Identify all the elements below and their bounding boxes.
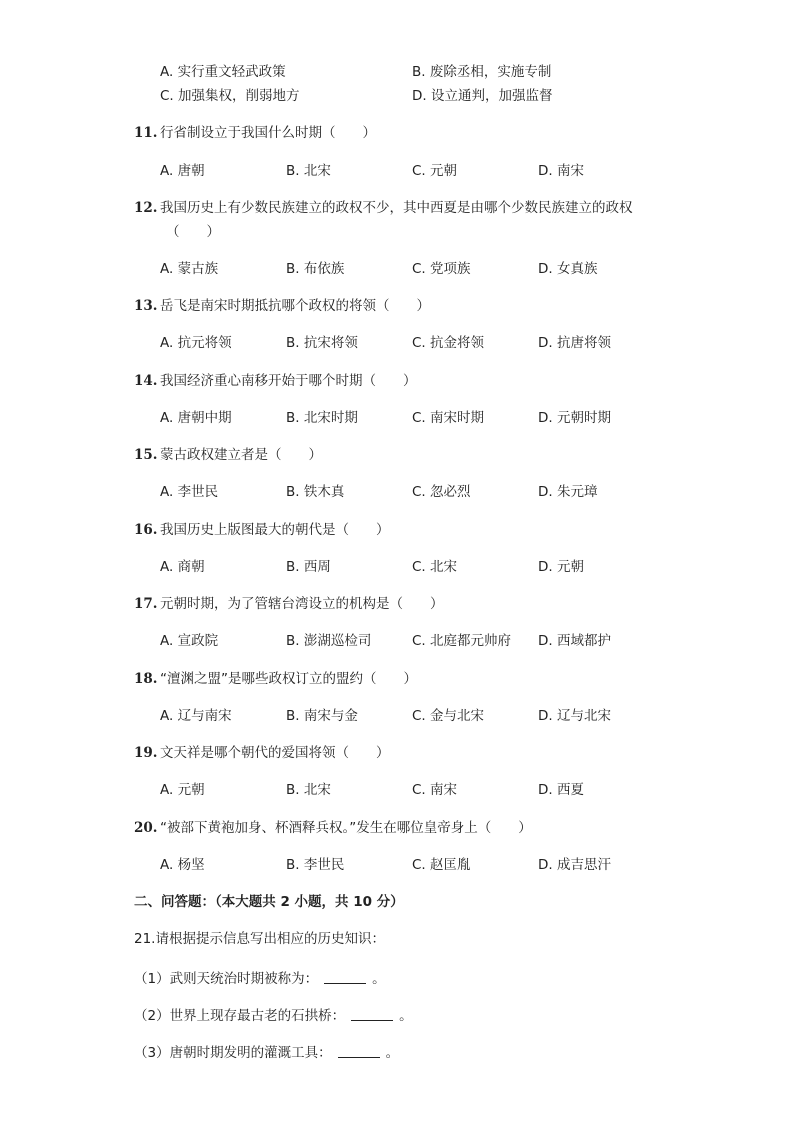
question-17	[0, 594, 794, 614]
option-a: A. 宣政院	[160, 633, 219, 649]
answer-blank[interactable]	[351, 1007, 393, 1021]
question-text: “澶渊之盟”是哪些政权订立的盟约（ ）	[160, 671, 417, 687]
option-b: B. 抗宋将领	[286, 335, 358, 351]
question-number: 20.	[134, 820, 158, 836]
question-16-options	[0, 557, 794, 577]
option-d: D. 西域都护	[538, 633, 611, 649]
question-19	[0, 743, 794, 763]
question-text: 元朝时期，为了管辖台湾设立的机构是（ ）	[160, 596, 444, 612]
option-b: B. 李世民	[286, 857, 345, 873]
question-21-item-3	[0, 1043, 794, 1063]
question-18-options	[0, 706, 794, 726]
question-text: 我国历史上有少数民族建立的政权不少，其中西夏是由哪个少数民族建立的政权	[160, 200, 633, 216]
option-b: B. 西周	[286, 559, 331, 575]
option-b: B. 布依族	[286, 261, 345, 277]
option-a: A. 抗元将领	[160, 335, 232, 351]
option-a: A. 唐朝	[160, 163, 205, 179]
question-text-continuation: （ ）	[166, 224, 220, 240]
option-b: B. 澎湖巡检司	[286, 633, 372, 649]
q10-options-row-1	[0, 62, 794, 82]
question-12	[0, 198, 794, 218]
option-c: C. 忽必烈	[412, 484, 471, 500]
option-b: B. 北宋	[286, 163, 331, 179]
item-end: 。	[399, 1008, 413, 1024]
question-text: 行省制设立于我国什么时期（ ）	[160, 125, 376, 141]
option-d: D. 西夏	[538, 782, 584, 798]
q10-option-a: A. 实行重文轻武政策	[160, 64, 286, 80]
q10-options-row-2	[0, 86, 794, 106]
item-end: 。	[372, 971, 386, 987]
question-number: 11.	[134, 125, 158, 141]
section-2-heading	[0, 892, 794, 912]
section-title: 二、问答题：（本大题共 2 小题，共 10 分）	[134, 894, 404, 910]
question-19-options	[0, 780, 794, 800]
option-c: C. 南宋时期	[412, 410, 485, 426]
question-14	[0, 371, 794, 391]
q10-option-c: C. 加强集权，削弱地方	[160, 88, 300, 104]
option-d: D. 元朝时期	[538, 410, 611, 426]
option-c: C. 金与北宋	[412, 708, 485, 724]
question-15-options	[0, 482, 794, 502]
option-a: A. 辽与南宋	[160, 708, 232, 724]
question-number: 19.	[134, 745, 158, 761]
item-end: 。	[385, 1045, 400, 1061]
question-number: 13.	[134, 298, 158, 314]
question-17-options	[0, 631, 794, 651]
question-20	[0, 818, 794, 838]
answer-blank[interactable]	[324, 970, 366, 984]
option-b: B. 北宋	[286, 782, 331, 798]
option-c: C. 南宋	[412, 782, 458, 798]
question-20-options	[0, 855, 794, 875]
question-text: 蒙古政权建立者是（ ）	[160, 447, 322, 463]
question-12-options	[0, 259, 794, 279]
q10-option-b: B. 废除丞相，实施专制	[412, 64, 552, 80]
option-c: C. 党项族	[412, 261, 471, 277]
question-21-item-1	[0, 969, 794, 989]
question-11	[0, 123, 794, 143]
item-label: （2）世界上现存最古老的石拱桥：	[134, 1008, 346, 1024]
question-number: 16.	[134, 522, 158, 538]
option-c: C. 赵匡胤	[412, 857, 471, 873]
option-d: D. 抗唐将领	[538, 335, 611, 351]
question-13-options	[0, 333, 794, 353]
option-b: B. 北宋时期	[286, 410, 358, 426]
question-12-continuation	[0, 222, 794, 242]
question-text: 岳飞是南宋时期抵抗哪个政权的将领（ ）	[160, 298, 430, 314]
option-c: C. 抗金将领	[412, 335, 485, 351]
question-11-options	[0, 161, 794, 181]
question-number: 15.	[134, 447, 158, 463]
option-c: C. 北宋	[412, 559, 458, 575]
question-number: 17.	[134, 596, 158, 612]
item-label: （1）武则天统治时期被称为：	[134, 971, 319, 987]
question-text: 文天祥是哪个朝代的爱国将领（ ）	[160, 745, 390, 761]
option-b: B. 南宋与金	[286, 708, 358, 724]
option-a: A. 杨坚	[160, 857, 205, 873]
option-a: A. 李世民	[160, 484, 219, 500]
question-text: 我国经济重心南移开始于哪个时期（ ）	[160, 373, 417, 389]
fill-in-item	[134, 1043, 399, 1063]
option-d: D. 南宋	[538, 163, 584, 179]
option-a: A. 蒙古族	[160, 261, 219, 277]
answer-blank[interactable]	[338, 1044, 380, 1058]
fill-in-item	[134, 1006, 413, 1026]
option-b: B. 铁木真	[286, 484, 345, 500]
option-d: D. 成吉思汗	[538, 857, 611, 873]
option-d: D. 朱元璋	[538, 484, 598, 500]
question-number: 12.	[134, 200, 158, 216]
question-text: 我国历史上版图最大的朝代是（ ）	[160, 522, 390, 538]
question-13	[0, 296, 794, 316]
option-d: D. 元朝	[538, 559, 584, 575]
question-21	[0, 929, 794, 949]
question-number: 18.	[134, 671, 158, 687]
question-21-stem: 21.请根据提示信息写出相应的历史知识：	[134, 931, 385, 947]
item-label: （3）唐朝时期发明的灌溉工具：	[134, 1045, 332, 1061]
question-text: “被部下黄袍加身、杯酒释兵权。”发生在哪位皇帝身上（ ）	[160, 820, 532, 836]
option-d: D. 辽与北宋	[538, 708, 611, 724]
fill-in-item	[134, 969, 386, 989]
question-18	[0, 669, 794, 689]
option-a: A. 商朝	[160, 559, 205, 575]
option-c: C. 北庭都元帅府	[412, 633, 512, 649]
option-a: A. 元朝	[160, 782, 205, 798]
question-number: 14.	[134, 373, 158, 389]
option-d: D. 女真族	[538, 261, 598, 277]
option-a: A. 唐朝中期	[160, 410, 232, 426]
q10-option-d: D. 设立通判，加强监督	[412, 88, 553, 104]
question-21-item-2	[0, 1006, 794, 1026]
question-14-options	[0, 408, 794, 428]
question-15	[0, 445, 794, 465]
option-c: C. 元朝	[412, 163, 458, 179]
question-16	[0, 520, 794, 540]
